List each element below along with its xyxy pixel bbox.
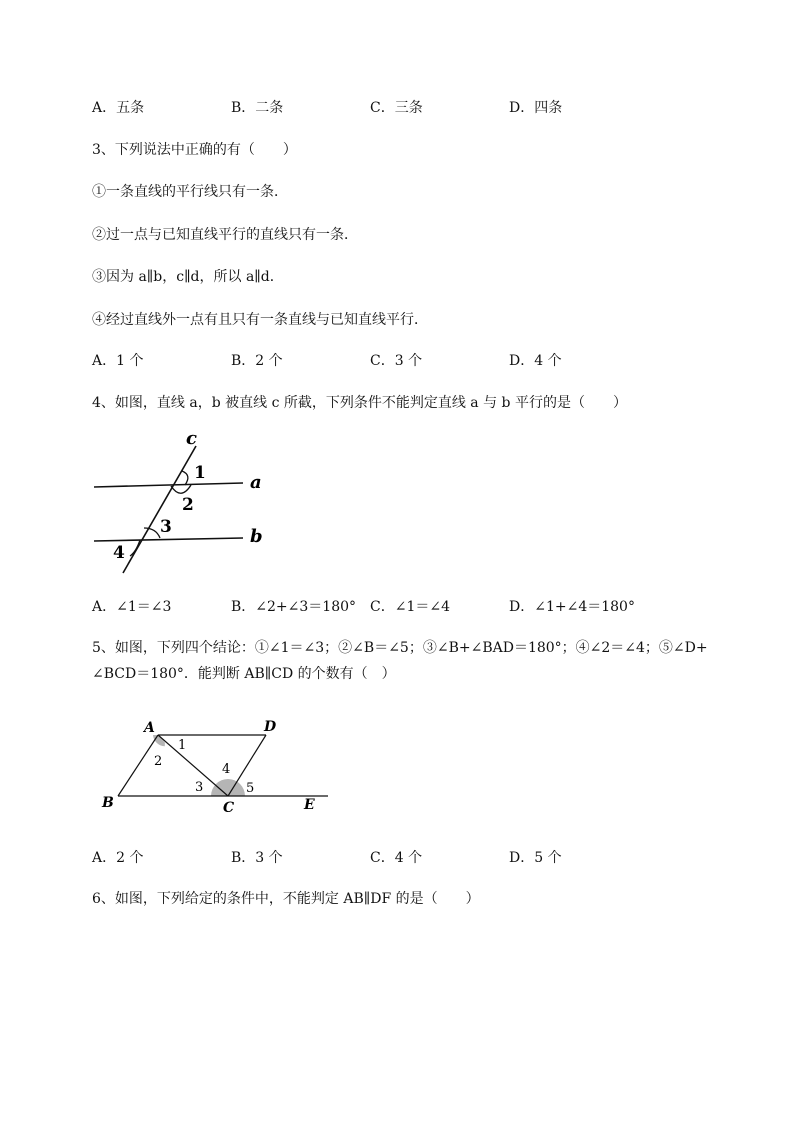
line-a (94, 483, 243, 487)
label-point-b: B (102, 795, 114, 811)
q5-options (92, 848, 652, 868)
q2-option-d[interactable]: D．四条 (509, 100, 563, 116)
label-point-d: D (264, 719, 277, 735)
q4-stem: 4、如图，直线 a，b 被直线 c 所截，下列条件不能判定直线 a 与 b 平行的是（ ） (92, 395, 627, 411)
angle-1-arc (182, 471, 188, 485)
q4-option-b[interactable]: B．∠2+∠3＝180° (231, 599, 357, 615)
label-b: b (250, 526, 263, 547)
label-point-e: E (304, 797, 315, 813)
angle-2-arc (171, 485, 191, 493)
label-point-a: A (144, 720, 155, 736)
q3-option-b[interactable]: B．2 个 (231, 353, 283, 369)
label-angle-3: 3 (195, 780, 204, 795)
q3-statement-2: ②过一点与已知直线平行的直线只有一条． (92, 227, 358, 243)
q4-figure-svg (88, 428, 278, 578)
q4-option-d[interactable]: D．∠1+∠4＝180° (509, 599, 635, 615)
q5-option-c[interactable]: C．4 个 (370, 850, 423, 866)
q3-stem: 3、下列说法中正确的有（ ） (92, 142, 297, 158)
q6-stem: 6、如图，下列给定的条件中，不能判定 AB∥DF 的是（ ） (92, 891, 480, 907)
label-angle-2: 2 (154, 754, 163, 769)
q4-option-a[interactable]: A．∠1＝∠3 (92, 599, 172, 615)
q3-statement-4: ④经过直线外一点有且只有一条直线与已知直线平行． (92, 312, 428, 328)
q2-options (92, 98, 652, 118)
line-b (94, 538, 243, 541)
label-angle-3: 3 (160, 517, 172, 537)
q5-option-b[interactable]: B．3 个 (231, 850, 283, 866)
q5-option-d[interactable]: D．5 个 (509, 850, 562, 866)
q5-figure-svg (96, 712, 336, 822)
q4-option-c[interactable]: C．∠1＝∠4 (370, 599, 450, 615)
segment-ac (158, 735, 231, 796)
q2-option-c[interactable]: C．三条 (370, 100, 423, 116)
label-point-c: C (223, 800, 235, 816)
angle-4-shade (211, 779, 245, 796)
label-angle-2: 2 (182, 495, 194, 515)
q5-option-a[interactable]: A．2 个 (92, 850, 144, 866)
q3-option-a[interactable]: A．1 个 (92, 353, 144, 369)
segment-ab (118, 735, 158, 796)
label-c: c (186, 428, 197, 449)
label-angle-1: 1 (178, 738, 187, 753)
q5-stem-line-1: 5、如图，下列四个结论：①∠1＝∠3；②∠B＝∠5；③∠B+∠BAD＝180°；④∠2＝∠4；⑤∠D+ (92, 640, 708, 656)
q4-options (92, 597, 652, 617)
q2-option-a[interactable]: A．五条 (92, 100, 145, 116)
q5-stem-line-2: ∠BCD＝180°．能判断 AB∥CD 的个数有（ ） (92, 666, 396, 682)
q3-options (92, 351, 652, 371)
q2-option-b[interactable]: B．二条 (231, 100, 284, 116)
q3-statement-3: ③因为 a∥b，c∥d，所以 a∥d． (92, 269, 284, 285)
label-a: a (250, 472, 262, 493)
q4-figure (88, 428, 278, 578)
label-angle-4: 4 (222, 762, 231, 777)
label-angle-1: 1 (194, 463, 206, 483)
q3-option-c[interactable]: C．3 个 (370, 353, 423, 369)
q3-statement-1: ①一条直线的平行线只有一条． (92, 184, 288, 200)
q3-option-d[interactable]: D．4 个 (509, 353, 562, 369)
label-angle-4: 4 (113, 543, 125, 563)
q5-figure (96, 712, 336, 822)
label-angle-5: 5 (246, 781, 255, 796)
